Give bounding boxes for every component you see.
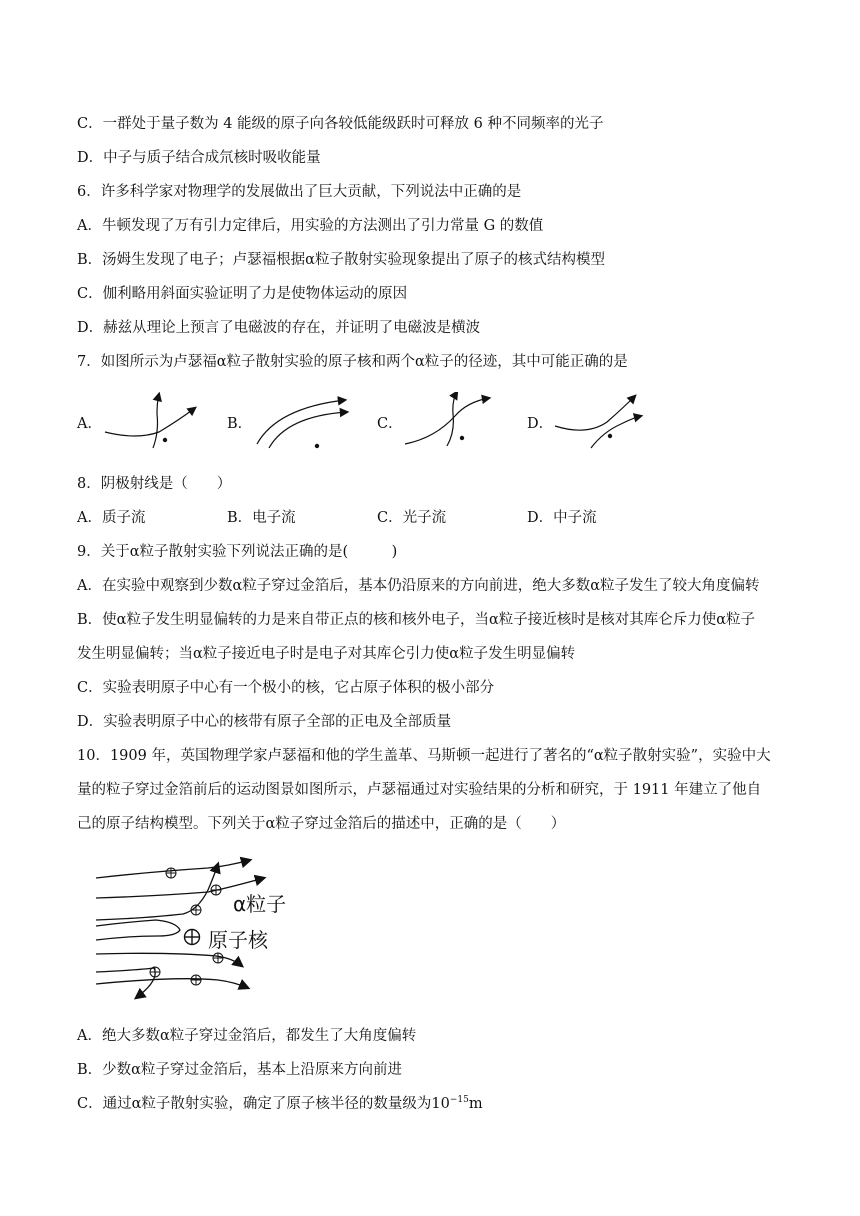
q7-options	[77, 406, 777, 456]
q8-option-b: B．电子流	[227, 510, 296, 526]
q5-option-d: D．中子与质子结合成氘核时吸收能量	[77, 150, 321, 166]
q10-option-c-text: C．通过α粒子散射实验，确定了原子核半径的数量级为	[77, 1096, 432, 1112]
q7-option-c-diagram	[397, 392, 507, 452]
q6-option-b: B．汤姆生发现了电子；卢瑟福根据α粒子散射实验现象提出了原子的核式结构模型	[77, 252, 605, 268]
scattering-diagram	[88, 848, 308, 1003]
q10-scattering-figure	[88, 848, 308, 1003]
q5-option-c: C．一群处于量子数为 4 能级的原子向各较低能级跃时可释放 6 种不同频率的光子	[77, 116, 604, 132]
q9-option-b-line2: 发生明显偏转；当α粒子接近电子时是电子对其库仑引力使α粒子发生明显偏转	[77, 646, 576, 662]
nucleus-label: 原子核	[208, 928, 268, 952]
q6-option-a: A．牛顿发现了万有引力定律后，用实验的方法测出了引力常量 G 的数值	[77, 218, 544, 234]
q9-option-a: A．在实验中观察到少数α粒子穿过金箔后，基本仍沿原来的方向前进，绝大多数α粒子发生了较大角度偏转	[77, 578, 760, 594]
q7-option-d-label: D．	[527, 416, 554, 432]
q8-option-a: A．质子流	[77, 510, 146, 526]
q7-stem: 7．如图所示为卢瑟福α粒子散射实验的原子核和两个α粒子的径迹，其中可能正确的是	[77, 354, 628, 370]
q7-option-a-diagram	[97, 392, 207, 452]
q8-option-c: C．光子流	[377, 510, 447, 526]
q8-stem: 8．阴极射线是（ ）	[77, 476, 232, 492]
q9-stem: 9．关于α粒子散射实验下列说法正确的是( )	[77, 544, 398, 560]
q6-stem: 6．许多科学家对物理学的发展做出了巨大贡献，下列说法中正确的是	[77, 184, 522, 200]
q8-option-d: D．中子流	[527, 510, 597, 526]
q9-option-c: C．实验表明原子中心有一个极小的核，它占原子体积的极小部分	[77, 680, 495, 696]
q7-option-b-label: B．	[227, 416, 253, 432]
q7-option-d-diagram	[547, 392, 657, 452]
q9-option-d: D．实验表明原子中心的核带有原子全部的正电及全部质量	[77, 714, 452, 730]
alpha-particle-label: α粒子	[233, 892, 287, 916]
q10-option-b: B．少数α粒子穿过金箔后，基本上沿原来方向前进	[77, 1062, 402, 1078]
q10-option-c-exponent: −15	[449, 1095, 469, 1106]
q10-stem-line3: 己的原子结构模型。下列关于α粒子穿过金箔后的描述中，正确的是（ ）	[77, 816, 566, 832]
q10-option-c	[77, 1092, 483, 1113]
q6-option-c: C．伽利略用斜面实验证明了力是使物体运动的原因	[77, 286, 408, 302]
q10-stem-line1: 10．1909 年，英国物理学家卢瑟福和他的学生盖革、马斯顿一起进行了著名的“α粒子散射实验”，实验中大	[77, 748, 771, 764]
q10-stem-line2: 量的粒子穿过金箔前后的运动图景如图所示，卢瑟福通过对实验结果的分析和研究，于 1911 年建立了他自	[77, 782, 762, 798]
q7-option-c-label: C．	[377, 416, 403, 432]
q10-option-c-unit: m	[468, 1096, 483, 1112]
q6-option-d: D．赫兹从理论上预言了电磁波的存在，并证明了电磁波是横波	[77, 320, 481, 336]
q10-option-c-base: 10	[431, 1096, 450, 1112]
q9-option-b-line1: B．使α粒子发生明显偏转的力是来自带正点的核和核外电子，当α粒子接近核时是核对其库仑斥力使α粒子	[77, 612, 756, 628]
q7-option-b-diagram	[247, 392, 357, 452]
q10-option-a: A．绝大多数α粒子穿过金箔后，都发生了大角度偏转	[77, 1028, 417, 1044]
q7-option-a-label: A．	[77, 416, 102, 432]
